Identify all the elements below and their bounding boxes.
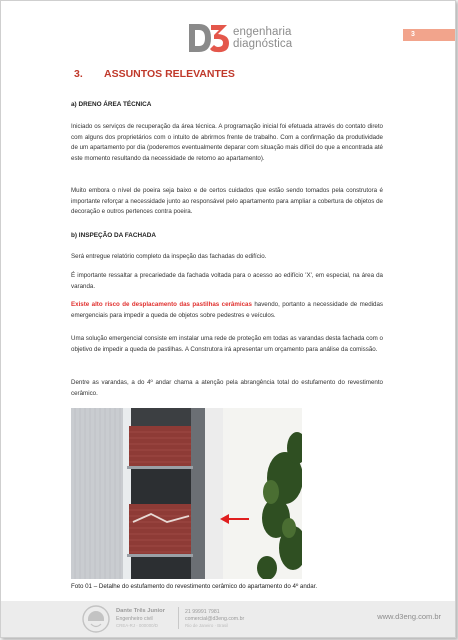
logo-line-1: engenharia <box>233 26 292 38</box>
company-logo <box>187 22 297 54</box>
footer-registration: CREA-RJ · 000000/D <box>116 623 158 628</box>
page-footer <box>1 601 455 637</box>
footer-website-link[interactable]: www.d3eng.com.br <box>377 612 441 621</box>
risk-alert-continuation: havendo, portanto a necessidade de medidas emergenciais para impedir a queda de objetos sobre pedestres e veículos. <box>71 301 383 319</box>
footer-divider <box>178 607 179 629</box>
footer-phone: 21 99991 7981 <box>185 609 220 615</box>
photo-caption: Foto 01 – Detalhe do estufamento do revestimento cerâmico do apartamento do 4º andar. <box>71 583 318 590</box>
risk-alert-text: Existe alto risco de desplacamento das pastilhas cerâmicas <box>71 301 252 308</box>
paragraph-fachada-5: Dentre as varandas, a do 4º andar chama a atenção pela abrangência total do estufamento do revestimento cerâmico. <box>71 379 383 397</box>
section-title <box>74 68 235 80</box>
facade-photo-image <box>71 408 302 579</box>
footer-engineer-role: Engenheiro civil <box>116 616 153 622</box>
engineer-seal-icon <box>81 604 111 634</box>
paragraph-dreno-2: Muito embora o nível de poeira seja baixo e de certos cuidados que estão sendo tomados pela construtora é importante reforçar a necessidade junto ao responsável pelo apartamento para ampliar a cobertura de objetos de decoração e outros pertences contra poeira. <box>71 187 383 216</box>
logo-line-2: diagnóstica <box>233 38 293 50</box>
section-number: 3. <box>74 68 83 80</box>
d3-logo-mark-icon <box>187 22 231 54</box>
logo-wordmark <box>233 26 292 50</box>
paragraph-fachada-4: Uma solução emergencial consiste em instalar uma rede de proteção em todas as varandas desta fachada com o objetivo de impedir a queda de pastilhas. A Construtora irá apresentar um orçamento para análise da comissão. <box>71 335 383 353</box>
footer-engineer-name: Dante Três Junior <box>116 608 165 614</box>
subheading-dreno: a) DRENO ÁREA TÉCNICA <box>71 101 152 108</box>
facade-photo <box>71 408 302 579</box>
footer-location: Rio de Janeiro · Brasil <box>185 623 229 628</box>
page-number-tab: 3 <box>403 29 455 41</box>
section-title-text: ASSUNTOS RELEVANTES <box>104 68 235 80</box>
paragraph-fachada-3 <box>71 300 383 321</box>
footer-email-link[interactable]: comercial@d3eng.com.br <box>185 616 245 622</box>
subheading-fachada: b) INSPEÇÃO DA FACHADA <box>71 232 156 239</box>
paragraph-fachada-2: É importante ressaltar a precariedade da fachada voltada para o acesso ao edifício 'X', em especial, na área da varanda. <box>71 272 383 290</box>
paragraph-dreno-1: Iniciado os serviços de recuperação da área técnica. A programação inicial foi efetuada através do contato direto com alguns dos proprietários com o intuito de abrirmos frente de trabalho. Com a confirmação da produtividade de um apartamento por dia (poderemos eventualmente deparar com situação mais difícil do que a encontrada até este momento resultando da necessidade de retorno ao apartamento). <box>71 123 383 162</box>
paragraph-fachada-1: Será entregue relatório completo da inspeção das fachadas do edifício. <box>71 253 267 260</box>
